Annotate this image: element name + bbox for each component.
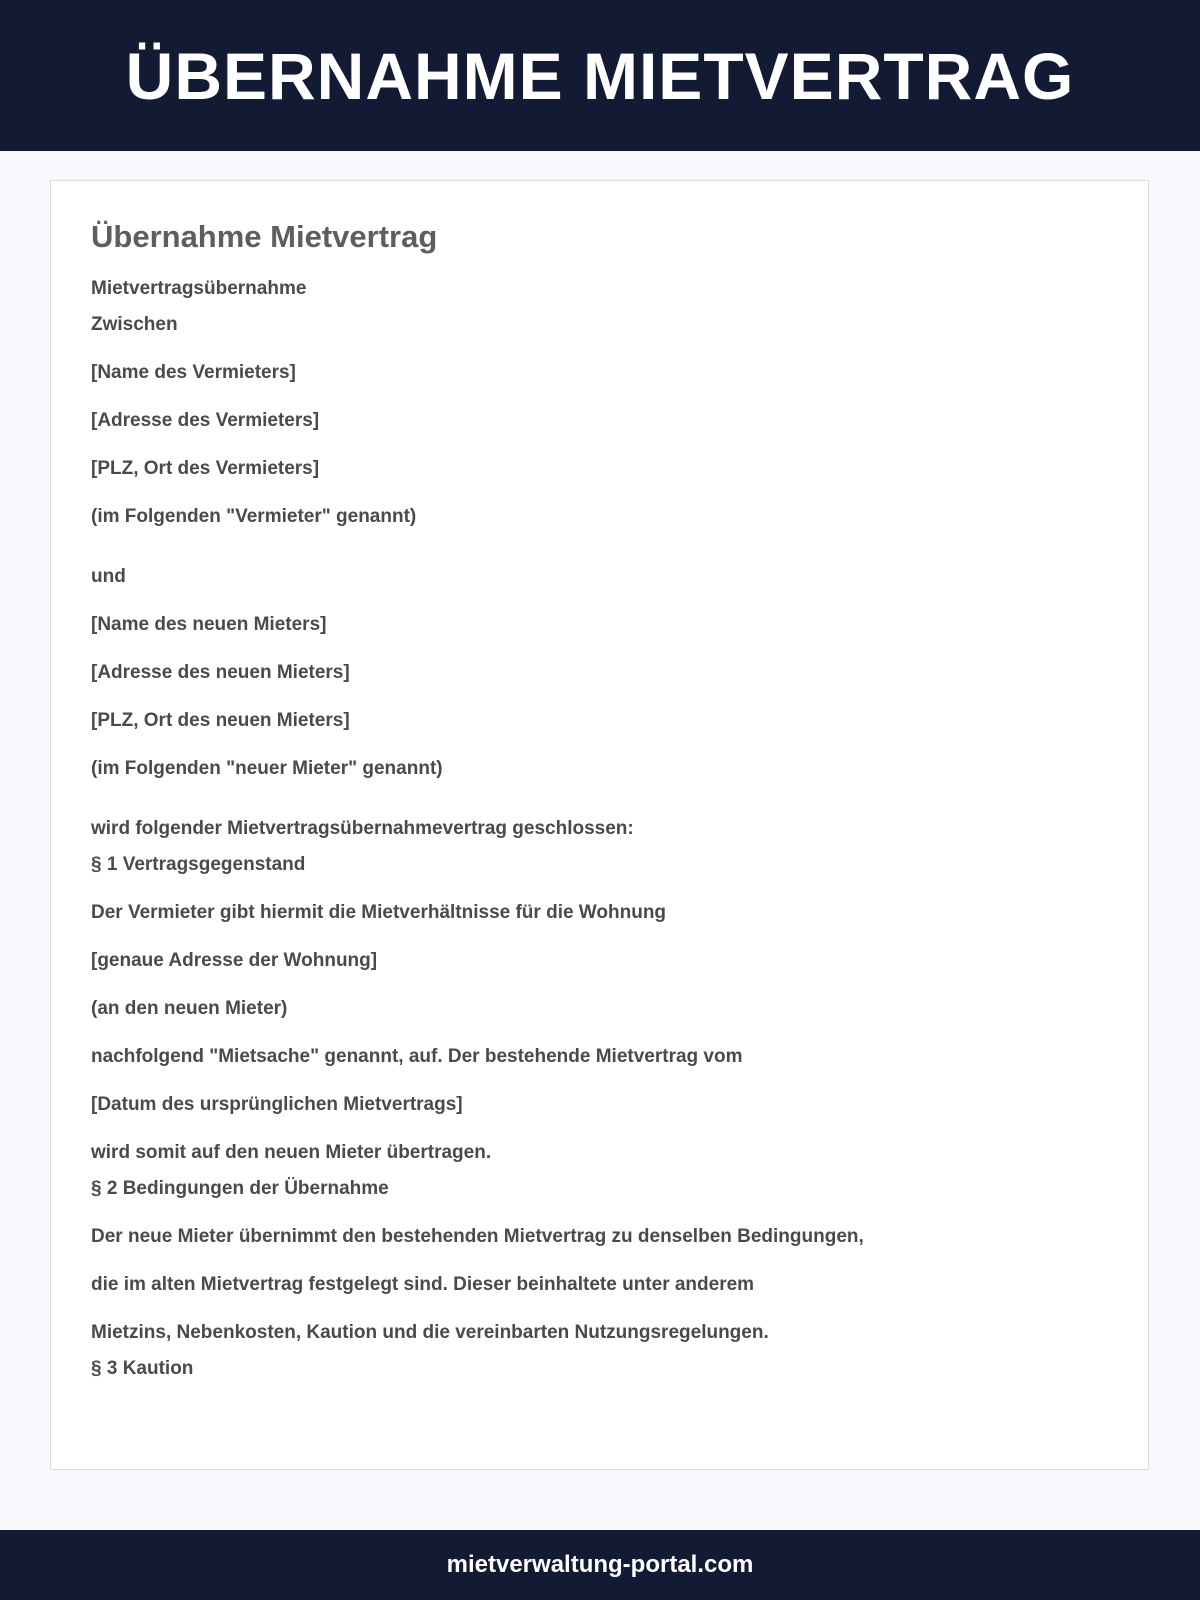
section-heading: § 2 Bedingungen der Übernahme	[91, 1178, 389, 1199]
document-line: (im Folgenden "neuer Mieter" genannt)	[91, 758, 443, 779]
page-header	[0, 0, 1200, 151]
document-line: nachfolgend "Mietsache" genannt, auf. Der bestehende Mietvertrag vom	[91, 1046, 743, 1067]
document-line: (an den neuen Mieter)	[91, 998, 288, 1019]
footer-site-link[interactable]: mietverwaltung-portal.com	[446, 1551, 754, 1578]
document-line: Der Vermieter gibt hiermit die Mietverhältnisse für die Wohnung	[91, 902, 667, 923]
document-subtitle: Mietvertragsübernahme	[91, 278, 307, 299]
section-heading: § 3 Kaution	[91, 1358, 194, 1379]
document-line: (im Folgenden "Vermieter" genannt)	[91, 506, 417, 527]
document-line: [Datum des ursprünglichen Mietvertrags]	[91, 1094, 463, 1115]
document-line: wird folgender Mietvertragsübernahmevertrag geschlossen:	[91, 818, 634, 839]
document-line: Zwischen	[91, 314, 178, 335]
document-card	[50, 180, 1149, 1470]
document-line: [PLZ, Ort des neuen Mieters]	[91, 710, 350, 731]
page-footer	[0, 1530, 1200, 1600]
document-line: [Adresse des Vermieters]	[91, 410, 320, 431]
document-line: und	[91, 566, 126, 587]
document-line: [Adresse des neuen Mieters]	[91, 662, 350, 683]
document-line: [genaue Adresse der Wohnung]	[91, 950, 378, 971]
document-line: [Name des neuen Mieters]	[91, 614, 327, 635]
document-title: Übernahme Mietvertrag	[91, 219, 438, 254]
document-line: die im alten Mietvertrag festgelegt sind. Dieser beinhaltete unter anderem	[91, 1274, 755, 1295]
document-line: wird somit auf den neuen Mieter übertragen.	[91, 1142, 492, 1163]
document-line: Der neue Mieter übernimmt den bestehenden Mietvertrag zu denselben Bedingungen,	[91, 1226, 864, 1247]
document-line: Mietzins, Nebenkosten, Kaution und die vereinbarten Nutzungsregelungen.	[91, 1322, 769, 1343]
document-line: [Name des Vermieters]	[91, 362, 296, 383]
document-line: [PLZ, Ort des Vermieters]	[91, 458, 320, 479]
section-heading: § 1 Vertragsgegenstand	[91, 854, 306, 875]
page-title: ÜBERNAHME MIETVERTRAG	[125, 38, 1075, 113]
